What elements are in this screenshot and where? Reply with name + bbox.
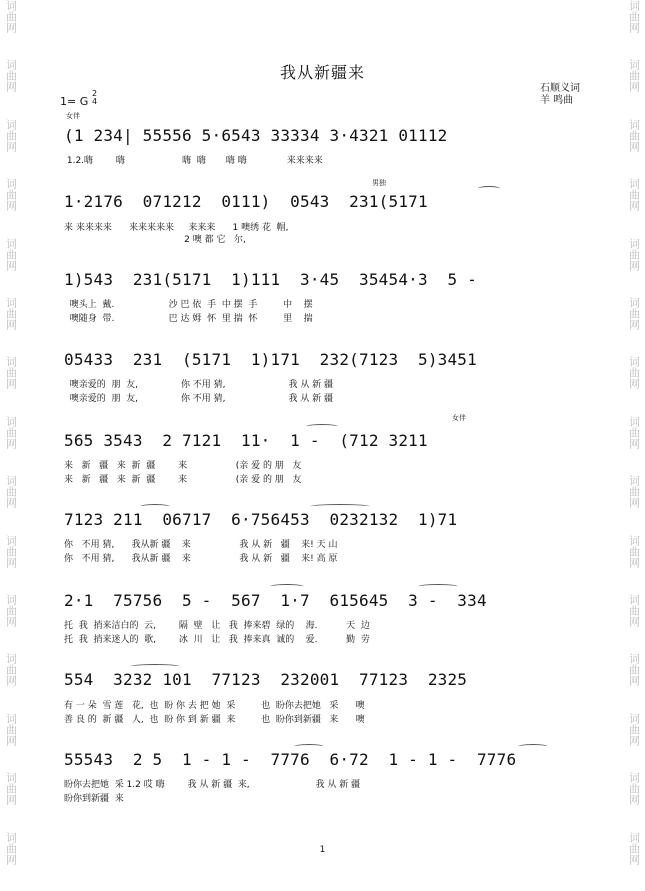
- notes-line: 05433 231 (5171 1)171 232(7123 5)3451: [64, 350, 477, 369]
- lyric-line: 盼你到新疆 来: [64, 794, 124, 804]
- notes-line: 565 3543 2 7121 11· 1 - (712 3211: [64, 431, 428, 450]
- watermark-text: 词曲网: [4, 772, 18, 806]
- watermark-text: 词曲网: [4, 0, 18, 33]
- time-signature: 2 4: [92, 89, 98, 106]
- voice-tag-female-accomp-2: 女伴: [452, 414, 466, 422]
- voice-tag-male-solo: 男独: [372, 179, 386, 187]
- watermark-text: 词曲网: [4, 178, 18, 212]
- lyricist-credit: 石顺义词: [540, 83, 580, 94]
- lyric-line: 来 新 疆 来 新 疆 来 (亲 爱 的 朋 友: [64, 461, 302, 471]
- voice-tag-female-accomp: 女伴: [66, 112, 80, 120]
- slur-mark: [418, 584, 458, 589]
- notes-line: 1)543 231(5171 1)111 3·45 35454·3 5 -: [64, 270, 477, 289]
- watermark-text: 词曲网: [627, 415, 641, 449]
- watermark-text: 词曲网: [4, 831, 18, 865]
- watermark-text: 词曲网: [627, 59, 641, 93]
- watermark-left: [2, 0, 20, 891]
- watermark-text: 词曲网: [627, 0, 641, 33]
- slur-mark: [306, 424, 338, 429]
- watermark-text: 词曲网: [627, 118, 641, 152]
- watermark-text: 词曲网: [627, 297, 641, 331]
- watermark-text: 词曲网: [4, 356, 18, 390]
- song-title: 我从新疆来: [279, 63, 365, 82]
- watermark-text: 词曲网: [627, 831, 641, 865]
- lyric-line: 有 一 朵 雪 莲 花, 也 盼 你 去 把 她 采 也 盼你去把她 采 噢: [64, 701, 365, 711]
- watermark-text: 词曲网: [627, 356, 641, 390]
- lyric-line: 盼你去把她 采 1.2 哎 嗨 我 从 新 疆 来, 我 从 新 疆: [64, 780, 361, 790]
- watermark-text: 词曲网: [4, 653, 18, 687]
- watermark-text: 词曲网: [627, 178, 641, 212]
- watermark-text: 词曲网: [4, 237, 18, 271]
- slur-mark: [478, 186, 500, 191]
- key-signature: 1= G: [60, 95, 89, 108]
- watermark-text: 词曲网: [627, 712, 641, 746]
- watermark-text: 词曲网: [4, 712, 18, 746]
- notes-line: 1·2176 071212 0111) 0543 231(5171: [64, 192, 428, 211]
- watermark-text: 词曲网: [4, 534, 18, 568]
- notes-line: 554 3232 101 77123 232001 77123 2325: [64, 670, 468, 689]
- slur-mark: [270, 584, 304, 589]
- notes-line: 2·1 75756 5 - 567 1·7 615645 3 - 334: [64, 591, 487, 610]
- lyric-line: 噢头上 戴. 沙 巴 依 手 中 摆 手 中 摆: [64, 300, 313, 310]
- watermark-text: 词曲网: [4, 118, 18, 152]
- watermark-text: 词曲网: [627, 534, 641, 568]
- slur-mark: [140, 504, 170, 509]
- watermark-text: 词曲网: [4, 59, 18, 93]
- lyric-line: 托 我 捎来洁白的 云, 隔 壁 让 我 捧来碧 绿的 海. 天 边: [64, 621, 370, 631]
- lyric-line: 噢随身 带. 巴 达 姆 怀 里 揣 怀 里 揣: [64, 314, 313, 324]
- lyric-line: 1.2.嗨 嗨 嗨 嗨 嗨 嗨 来来来来: [64, 156, 323, 166]
- watermark-text: 词曲网: [627, 653, 641, 687]
- slur-mark: [518, 744, 548, 749]
- lyric-line: 善 良 的 新 疆 人, 也 盼 你 到 新 疆 来 也 盼你到新疆 来 噢: [64, 715, 365, 725]
- watermark-text: 词曲网: [627, 772, 641, 806]
- watermark-text: 词曲网: [4, 594, 18, 628]
- watermark-text: 词曲网: [627, 237, 641, 271]
- lyric-line: 2 噢 都 它 尔,: [64, 235, 246, 245]
- composer-credit: 羊 鸣曲: [540, 95, 574, 106]
- notes-line: (1 234| 55556 5·6543 33334 3·4321 01112: [64, 126, 448, 145]
- lyric-line: 你 不用 猜, 我从新 疆 来 我 从 新 疆 来! 天 山: [64, 540, 338, 550]
- lyric-line: 来 来来来来 来来来来来 来来来 1 噢绣 花 帽,: [64, 223, 289, 233]
- lyric-line: 噢亲爱的 朋 友, 你 不用 猜, 我 从 新 疆: [64, 380, 334, 390]
- watermark-text: 词曲网: [627, 594, 641, 628]
- watermark-text: 词曲网: [627, 475, 641, 509]
- watermark-text: 词曲网: [4, 297, 18, 331]
- watermark-text: 词曲网: [4, 415, 18, 449]
- page-number: 1: [319, 845, 326, 855]
- watermark-text: 词曲网: [4, 475, 18, 509]
- credits: [540, 83, 580, 107]
- lyric-line: 噢亲爱的 朋 友, 你 不用 猜, 我 从 新 疆: [64, 394, 334, 404]
- slur-mark: [130, 664, 180, 669]
- watermark-right: [625, 0, 643, 891]
- lyric-line: 来 新 疆 来 新 疆 来 (亲 爱 的 朋 友: [64, 475, 302, 485]
- slur-mark: [310, 504, 370, 509]
- lyric-line: 你 不用 猜, 我从新 疆 来 我 从 新 疆 来! 高 原: [64, 554, 338, 564]
- slur-mark: [294, 744, 324, 749]
- notes-line: 55543 2 5 1 - 1 - 7776 6·72 1 - 1 - 7776: [64, 750, 517, 769]
- lyric-line: 托 我 捎来迷人的 歌, 冰 川 让 我 捧来真 诚的 爱. 勤 劳: [64, 635, 370, 645]
- notes-line: 7123 211 06717 6·756453 0232132 1)71: [64, 510, 458, 529]
